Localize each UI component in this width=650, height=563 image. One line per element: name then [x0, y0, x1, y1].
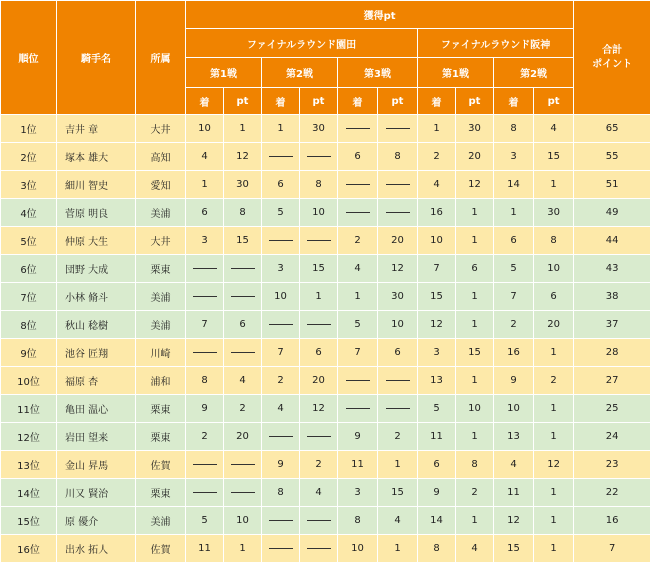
- points-cell: 6: [456, 255, 494, 283]
- total-points-cell: 23: [574, 451, 650, 479]
- points-cell: 4: [534, 115, 574, 143]
- place-cell: 10: [262, 283, 300, 311]
- affiliation-cell: 栗東: [136, 255, 186, 283]
- points-cell: 1: [534, 171, 574, 199]
- no-entry-dash: [231, 464, 255, 465]
- total-points-cell: 65: [574, 115, 650, 143]
- points-cell: 6: [534, 283, 574, 311]
- header-affiliation: 所属: [136, 1, 186, 115]
- points-cell-empty: [224, 339, 262, 367]
- points-cell: 20: [456, 143, 494, 171]
- place-cell: 5: [494, 255, 534, 283]
- points-cell: 8: [300, 171, 338, 199]
- points-cell: 30: [300, 115, 338, 143]
- rider-name-cell: 細川 智史: [57, 171, 136, 199]
- no-entry-dash: [346, 380, 370, 381]
- place-cell-empty: [262, 423, 300, 451]
- total-points-cell: 43: [574, 255, 650, 283]
- table-row: [1, 311, 650, 339]
- no-entry-dash: [231, 296, 255, 297]
- no-entry-dash: [269, 436, 293, 437]
- no-entry-dash: [386, 184, 410, 185]
- points-cell: 1: [224, 535, 262, 563]
- total-points-cell: 22: [574, 479, 650, 507]
- table-header: [1, 1, 650, 115]
- points-cell: 1: [456, 367, 494, 395]
- no-entry-dash: [386, 408, 410, 409]
- points-cell: 1: [378, 451, 418, 479]
- points-cell-empty: [300, 311, 338, 339]
- no-entry-dash: [307, 240, 331, 241]
- points-cell: 1: [534, 395, 574, 423]
- points-cell: 15: [378, 479, 418, 507]
- header-hanshin-race2: 第2戦: [494, 58, 574, 88]
- place-cell: 13: [418, 367, 456, 395]
- rank-cell: 1位: [1, 115, 57, 143]
- points-cell-empty: [300, 507, 338, 535]
- table-row: [1, 507, 650, 535]
- place-cell: 3: [338, 479, 378, 507]
- place-cell: 4: [494, 451, 534, 479]
- rank-cell: 7位: [1, 283, 57, 311]
- place-cell: 11: [494, 479, 534, 507]
- place-cell-empty: [338, 199, 378, 227]
- place-cell-empty: [186, 479, 224, 507]
- place-cell: 9: [186, 395, 224, 423]
- points-cell: 1: [534, 339, 574, 367]
- points-cell: 10: [300, 199, 338, 227]
- points-cell: 1: [534, 507, 574, 535]
- header-pt: pt: [224, 88, 262, 115]
- place-cell: 4: [262, 395, 300, 423]
- place-cell: 7: [186, 311, 224, 339]
- place-cell: 16: [418, 199, 456, 227]
- points-cell: 2: [300, 451, 338, 479]
- no-entry-dash: [307, 436, 331, 437]
- points-cell: 12: [224, 143, 262, 171]
- no-entry-dash: [307, 156, 331, 157]
- rank-cell: 13位: [1, 451, 57, 479]
- no-entry-dash: [193, 296, 217, 297]
- points-cell: 10: [456, 395, 494, 423]
- table-row: [1, 423, 650, 451]
- affiliation-cell: 佐賀: [136, 535, 186, 563]
- no-entry-dash: [269, 156, 293, 157]
- points-cell-empty: [378, 171, 418, 199]
- place-cell: 9: [262, 451, 300, 479]
- points-cell: 15: [224, 227, 262, 255]
- table-row: [1, 535, 650, 563]
- table-row: [1, 339, 650, 367]
- table-row: [1, 199, 650, 227]
- place-cell: 9: [338, 423, 378, 451]
- points-cell: 1: [456, 199, 494, 227]
- points-cell-empty: [378, 367, 418, 395]
- total-points-cell: 49: [574, 199, 650, 227]
- place-cell: 5: [186, 507, 224, 535]
- points-cell: 2: [456, 479, 494, 507]
- points-cell-empty: [224, 283, 262, 311]
- place-cell-empty: [338, 115, 378, 143]
- place-cell: 6: [338, 143, 378, 171]
- points-cell: 1: [534, 535, 574, 563]
- place-cell: 11: [338, 451, 378, 479]
- rider-name-cell: 原 優介: [57, 507, 136, 535]
- place-cell: 8: [338, 507, 378, 535]
- header-place: 着: [418, 88, 456, 115]
- place-cell: 7: [262, 339, 300, 367]
- rider-name-cell: 秋山 稔樹: [57, 311, 136, 339]
- rank-cell: 14位: [1, 479, 57, 507]
- place-cell: 1: [186, 171, 224, 199]
- rank-cell: 15位: [1, 507, 57, 535]
- place-cell: 6: [262, 171, 300, 199]
- rider-name-cell: 吉井 章: [57, 115, 136, 143]
- place-cell: 1: [418, 115, 456, 143]
- place-cell: 4: [338, 255, 378, 283]
- rider-name-cell: 金山 昇馬: [57, 451, 136, 479]
- place-cell: 2: [338, 227, 378, 255]
- rider-name-cell: 福原 杏: [57, 367, 136, 395]
- points-cell: 6: [378, 339, 418, 367]
- rider-name-cell: 仲原 大生: [57, 227, 136, 255]
- place-cell: 7: [418, 255, 456, 283]
- no-entry-dash: [193, 464, 217, 465]
- no-entry-dash: [307, 324, 331, 325]
- place-cell: 10: [418, 227, 456, 255]
- table-row: [1, 143, 650, 171]
- rank-cell: 10位: [1, 367, 57, 395]
- place-cell: 16: [494, 339, 534, 367]
- rank-cell: 5位: [1, 227, 57, 255]
- points-cell: 2: [224, 395, 262, 423]
- place-cell-empty: [262, 227, 300, 255]
- affiliation-cell: 栗東: [136, 395, 186, 423]
- affiliation-cell: 佐賀: [136, 451, 186, 479]
- place-cell: 2: [262, 367, 300, 395]
- affiliation-cell: 美浦: [136, 507, 186, 535]
- affiliation-cell: 浦和: [136, 367, 186, 395]
- place-cell-empty: [262, 507, 300, 535]
- affiliation-cell: 美浦: [136, 311, 186, 339]
- no-entry-dash: [307, 520, 331, 521]
- total-points-cell: 37: [574, 311, 650, 339]
- points-cell-empty: [224, 255, 262, 283]
- rider-name-cell: 池谷 匠翔: [57, 339, 136, 367]
- points-cell: 10: [378, 311, 418, 339]
- total-points-cell: 24: [574, 423, 650, 451]
- affiliation-cell: 美浦: [136, 199, 186, 227]
- points-cell: 2: [378, 423, 418, 451]
- rider-name-cell: 岩田 望来: [57, 423, 136, 451]
- rider-name-cell: 亀田 温心: [57, 395, 136, 423]
- place-cell: 10: [494, 395, 534, 423]
- points-cell-empty: [224, 451, 262, 479]
- total-points-cell: 16: [574, 507, 650, 535]
- affiliation-cell: 栗東: [136, 479, 186, 507]
- place-cell-empty: [186, 255, 224, 283]
- points-cell: 8: [224, 199, 262, 227]
- place-cell: 5: [338, 311, 378, 339]
- rank-cell: 4位: [1, 199, 57, 227]
- points-cell: 15: [456, 339, 494, 367]
- points-cell: 20: [224, 423, 262, 451]
- points-cell: 8: [378, 143, 418, 171]
- points-cell: 1: [534, 423, 574, 451]
- no-entry-dash: [346, 212, 370, 213]
- total-points-cell: 28: [574, 339, 650, 367]
- points-cell: 1: [378, 535, 418, 563]
- table-row: [1, 283, 650, 311]
- no-entry-dash: [269, 324, 293, 325]
- points-cell: 12: [534, 451, 574, 479]
- place-cell: 4: [418, 171, 456, 199]
- no-entry-dash: [386, 380, 410, 381]
- no-entry-dash: [269, 520, 293, 521]
- header-pt: pt: [456, 88, 494, 115]
- place-cell: 1: [338, 283, 378, 311]
- points-cell: 1: [300, 283, 338, 311]
- header-rider: 騎手名: [57, 1, 136, 115]
- points-cell: 15: [534, 143, 574, 171]
- place-cell: 13: [494, 423, 534, 451]
- table-row: [1, 479, 650, 507]
- points-cell-empty: [378, 115, 418, 143]
- rider-name-cell: 塚本 雄大: [57, 143, 136, 171]
- no-entry-dash: [231, 352, 255, 353]
- table-row: [1, 395, 650, 423]
- rider-name-cell: 川又 賢治: [57, 479, 136, 507]
- place-cell: 5: [262, 199, 300, 227]
- place-cell: 3: [418, 339, 456, 367]
- rank-cell: 6位: [1, 255, 57, 283]
- table-row: [1, 255, 650, 283]
- place-cell: 2: [186, 423, 224, 451]
- place-cell-empty: [186, 283, 224, 311]
- header-place: 着: [186, 88, 224, 115]
- header-pt: pt: [300, 88, 338, 115]
- no-entry-dash: [193, 492, 217, 493]
- place-cell: 3: [262, 255, 300, 283]
- points-cell: 1: [456, 311, 494, 339]
- rank-cell: 12位: [1, 423, 57, 451]
- points-cell-empty: [378, 199, 418, 227]
- table-body: [1, 115, 650, 563]
- affiliation-cell: 大井: [136, 115, 186, 143]
- points-cell: 10: [224, 507, 262, 535]
- rider-name-cell: 小林 脩斗: [57, 283, 136, 311]
- header-final-sonoda: ファイナルラウンド園田: [186, 29, 418, 58]
- affiliation-cell: 愛知: [136, 171, 186, 199]
- points-cell: 2: [534, 367, 574, 395]
- rider-name-cell: 出水 拓人: [57, 535, 136, 563]
- no-entry-dash: [307, 548, 331, 549]
- no-entry-dash: [193, 268, 217, 269]
- header-earned-points: 獲得pt: [186, 1, 574, 29]
- points-cell-empty: [300, 143, 338, 171]
- place-cell-empty: [338, 395, 378, 423]
- affiliation-cell: 川崎: [136, 339, 186, 367]
- affiliation-cell: 大井: [136, 227, 186, 255]
- header-place: 着: [338, 88, 378, 115]
- place-cell: 8: [418, 535, 456, 563]
- place-cell: 5: [418, 395, 456, 423]
- points-cell: 1: [456, 283, 494, 311]
- rank-cell: 9位: [1, 339, 57, 367]
- points-cell: 30: [378, 283, 418, 311]
- points-cell: 12: [456, 171, 494, 199]
- place-cell: 3: [494, 143, 534, 171]
- place-cell: 1: [262, 115, 300, 143]
- no-entry-dash: [231, 492, 255, 493]
- points-cell: 4: [300, 479, 338, 507]
- place-cell: 10: [338, 535, 378, 563]
- points-cell-empty: [378, 395, 418, 423]
- points-cell-empty: [224, 479, 262, 507]
- points-cell: 1: [456, 227, 494, 255]
- place-cell: 15: [494, 535, 534, 563]
- header-sonoda-race1: 第1戦: [186, 58, 262, 88]
- place-cell-empty: [262, 311, 300, 339]
- no-entry-dash: [269, 240, 293, 241]
- affiliation-cell: 高知: [136, 143, 186, 171]
- points-cell: 4: [378, 507, 418, 535]
- header-final-hanshin: ファイナルラウンド阪神: [418, 29, 574, 58]
- place-cell: 1: [494, 199, 534, 227]
- points-cell-empty: [300, 535, 338, 563]
- place-cell: 12: [418, 311, 456, 339]
- rank-cell: 16位: [1, 535, 57, 563]
- rider-name-cell: 団野 大成: [57, 255, 136, 283]
- points-cell: 20: [534, 311, 574, 339]
- place-cell: 2: [494, 311, 534, 339]
- no-entry-dash: [346, 184, 370, 185]
- place-cell: 6: [494, 227, 534, 255]
- place-cell: 7: [494, 283, 534, 311]
- table-row: [1, 451, 650, 479]
- place-cell: 14: [494, 171, 534, 199]
- no-entry-dash: [269, 548, 293, 549]
- points-cell: 8: [456, 451, 494, 479]
- points-cell: 30: [534, 199, 574, 227]
- place-cell: 14: [418, 507, 456, 535]
- place-cell-empty: [262, 143, 300, 171]
- points-cell: 4: [456, 535, 494, 563]
- place-cell: 6: [186, 199, 224, 227]
- place-cell: 7: [338, 339, 378, 367]
- points-cell: 15: [300, 255, 338, 283]
- affiliation-cell: 美浦: [136, 283, 186, 311]
- no-entry-dash: [346, 128, 370, 129]
- points-cell: 10: [534, 255, 574, 283]
- place-cell: 4: [186, 143, 224, 171]
- table-row: [1, 115, 650, 143]
- points-cell: 12: [378, 255, 418, 283]
- place-cell: 8: [262, 479, 300, 507]
- place-cell-empty: [262, 535, 300, 563]
- header-pt: pt: [534, 88, 574, 115]
- place-cell: 6: [418, 451, 456, 479]
- header-hanshin-race1: 第1戦: [418, 58, 494, 88]
- points-cell: 1: [456, 423, 494, 451]
- header-place: 着: [494, 88, 534, 115]
- table-row: [1, 227, 650, 255]
- points-cell: 8: [534, 227, 574, 255]
- points-cell: 1: [224, 115, 262, 143]
- no-entry-dash: [231, 268, 255, 269]
- header-place: 着: [262, 88, 300, 115]
- points-cell: 6: [300, 339, 338, 367]
- place-cell: 10: [186, 115, 224, 143]
- points-cell: 20: [300, 367, 338, 395]
- no-entry-dash: [386, 128, 410, 129]
- place-cell-empty: [186, 451, 224, 479]
- rank-cell: 8位: [1, 311, 57, 339]
- rank-cell: 11位: [1, 395, 57, 423]
- points-cell: 1: [534, 479, 574, 507]
- points-cell-empty: [300, 423, 338, 451]
- rider-name-cell: 菅原 明良: [57, 199, 136, 227]
- place-cell: 8: [494, 115, 534, 143]
- total-points-cell: 55: [574, 143, 650, 171]
- place-cell: 2: [418, 143, 456, 171]
- points-cell: 1: [456, 507, 494, 535]
- affiliation-cell: 栗東: [136, 423, 186, 451]
- points-cell: 30: [456, 115, 494, 143]
- points-cell: 6: [224, 311, 262, 339]
- points-cell-empty: [300, 227, 338, 255]
- rank-cell: 3位: [1, 171, 57, 199]
- no-entry-dash: [346, 408, 370, 409]
- place-cell: 15: [418, 283, 456, 311]
- header-sonoda-race2: 第2戦: [262, 58, 338, 88]
- place-cell: 3: [186, 227, 224, 255]
- total-points-cell: 27: [574, 367, 650, 395]
- place-cell: 9: [418, 479, 456, 507]
- points-cell: 30: [224, 171, 262, 199]
- total-points-cell: 44: [574, 227, 650, 255]
- total-points-cell: 25: [574, 395, 650, 423]
- points-cell: 12: [300, 395, 338, 423]
- place-cell: 12: [494, 507, 534, 535]
- total-points-cell: 7: [574, 535, 650, 563]
- no-entry-dash: [193, 352, 217, 353]
- place-cell: 8: [186, 367, 224, 395]
- place-cell-empty: [338, 367, 378, 395]
- table-row: [1, 171, 650, 199]
- place-cell-empty: [338, 171, 378, 199]
- place-cell: 11: [186, 535, 224, 563]
- rank-cell: 2位: [1, 143, 57, 171]
- place-cell: 11: [418, 423, 456, 451]
- points-cell: 4: [224, 367, 262, 395]
- header-rank: 順位: [1, 1, 57, 115]
- header-pt: pt: [378, 88, 418, 115]
- no-entry-dash: [386, 212, 410, 213]
- total-points-cell: 38: [574, 283, 650, 311]
- table-row: [1, 367, 650, 395]
- points-cell: 20: [378, 227, 418, 255]
- total-points-cell: 51: [574, 171, 650, 199]
- header-sonoda-race3: 第3戦: [338, 58, 418, 88]
- place-cell: 9: [494, 367, 534, 395]
- header-total-points: 合計 ポイント: [574, 1, 650, 115]
- place-cell-empty: [186, 339, 224, 367]
